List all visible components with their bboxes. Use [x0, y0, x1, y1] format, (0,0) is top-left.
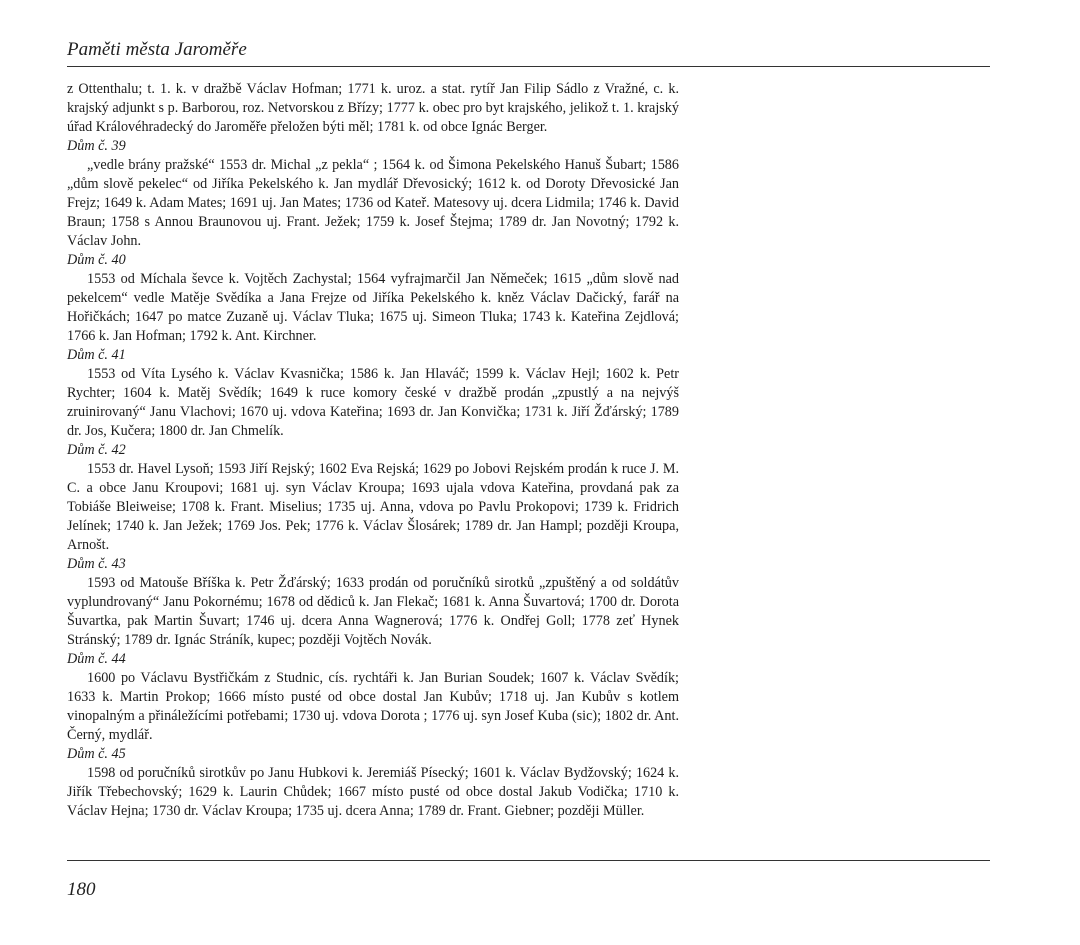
- house-entry-43: [67, 555, 679, 650]
- intro-paragraph: z Ottenthalu; t. 1. k. v dražbě Václav Hofman; 1771 k. uroz. a stat. rytíř Jan Filip Sádlo z Vražné, c. k. krajský adjunkt s p. Barborou, roz. Netvorskou z Břízy; 1777 k. obec pro byt krajského, jelikož t. 1. krajský úřad Královéhradecký do Jaroměře přeložen býti měl; 1781 k. od obce Ignác Berger.: [67, 81, 679, 135]
- house-entry-42: [67, 441, 679, 555]
- house-text: 1600 po Václavu Bystřičkám z Studnic, cís. rychtáři k. Jan Burian Soudek; 1607 k. Václav Svědík; 1633 k. Martin Prokop; 1666 místo pusté od obce dostal Jan Kubův; 1718 uj. Jan Kubův s kotlem vinopalným a přináležícími potřebami; 1730 uj. vdova Dorota ; 1776 uj. syn Josef Kuba (sic); 1802 dr. Ant. Černý, mydlář.: [67, 670, 679, 743]
- house-entry-41: [67, 346, 679, 441]
- house-text: 1553 od Míchala ševce k. Vojtěch Zachystal; 1564 vyfrajmarčil Jan Němeček; 1615 „dům slově nad pekelcem“ vedle Matěje Svědíka a Jana Frejze od Jiříka Pekelského k. kněz Václav Dačický, farář na Hořičkách; 1647 po matce Zuzaně uj. Václav Tluka; 1675 uj. Simeon Tluka; 1743 k. Kateřina Zejdlová; 1766 k. Jan Hofman; 1792 k. Ant. Kirchner.: [67, 271, 679, 344]
- house-text: 1553 od Víta Lysého k. Václav Kvasnička; 1586 k. Jan Hlaváč; 1599 k. Václav Hejl; 1602 k. Petr Rychter; 1604 k. Matěj Svědík; 1649 k ruce komory české v dražbě prodán „zpustlý a na nejvýš zruinirovaný“ Janu Vlachovi; 1670 uj. vdova Kateřina; 1693 dr. Jan Konvička; 1731 k. Jiří Žďárský; 1789 dr. Jos, Kučera; 1800 dr. Jan Chmelík.: [67, 366, 679, 439]
- house-heading: Dům č. 44: [67, 651, 126, 667]
- running-head: Paměti města Jaroměře: [67, 39, 247, 60]
- house-text: „vedle brány pražské“ 1553 dr. Michal „z pekla“ ; 1564 k. od Šimona Pekelského Hanuš Šubart; 1586 „dům slově pekelec“ od Jiříka Pekelského k. Jan mydlář Dřevosický; 1612 k. od Doroty Dřevosické Jan Frejz; 1649 k. Adam Mates; 1691 uj. Jan Mates; 1736 od Kateř. Matesovy uj. dcera Lidmila; 1746 k. David Braun; 1758 s Annou Braunovou uj. Frant. Ježek; 1759 k. Josef Štejma; 1789 dr. Jan Novotný; 1792 k. Václav John.: [67, 157, 679, 249]
- house-heading: Dům č. 45: [67, 746, 126, 762]
- house-text: 1598 od poručníků sirotkův po Janu Hubkovi k. Jeremiáš Písecký; 1601 k. Václav Bydžovský; 1624 k. Jiřík Třebechovský; 1629 k. Laurin Chůdek; 1667 místo pusté od obce dostal Jakub Vodička; 1710 k. Václav Hejna; 1730 dr. Václav Kroupa; 1735 uj. dcera Anna; 1789 dr. Frant. Giebner; později Müller.: [67, 765, 679, 819]
- house-entry-39: [67, 137, 679, 251]
- house-text: 1553 dr. Havel Lysoň; 1593 Jiří Rejský; 1602 Eva Rejská; 1629 po Jobovi Rejském prodán k ruce J. M. C. a obce Janu Kroupovi; 1681 uj. syn Václav Kroupa; 1693 ujala vdova Kateřina, provdaná pak za Tobiáše Bleiweise; 1708 k. Frant. Miselius; 1735 uj. Anna, vdova po Pavlu Prokopovi; 1739 k. Fridrich Jelínek; 1740 k. Jan Ježek; 1769 Jos. Pek; 1776 k. Václav Šlosárek; 1789 dr. Jan Hampl; později Kroupa, Arnošt.: [67, 461, 679, 553]
- page-number: 180: [67, 879, 96, 900]
- house-heading: Dům č. 41: [67, 347, 126, 363]
- house-text: 1593 od Matouše Bříška k. Petr Žďárský; 1633 prodán od poručníků sirotků „zpuštěný a od soldátův vyplundrovaný“ Janu Pokornému; 1678 od dědiců k. Jan Flekač; 1681 k. Anna Šuvartová; 1700 dr. Dorota Šuvartka, pak Martin Šuvart; 1746 uj. dcera Anna Wagnerová; 1776 k. Ondřej Goll; 1778 zeť Hynek Stránský; 1789 dr. Ignác Stráník, kupec; později Vojtěch Novák.: [67, 575, 679, 648]
- footer-rule: [67, 860, 990, 861]
- house-heading: Dům č. 40: [67, 252, 126, 268]
- house-entry-45: [67, 745, 679, 821]
- house-entry-40: [67, 251, 679, 346]
- house-heading: Dům č. 39: [67, 138, 126, 154]
- header-rule: [67, 66, 990, 67]
- house-entry-44: [67, 650, 679, 745]
- house-heading: Dům č. 43: [67, 556, 126, 572]
- body-text: [67, 80, 679, 821]
- house-heading: Dům č. 42: [67, 442, 126, 458]
